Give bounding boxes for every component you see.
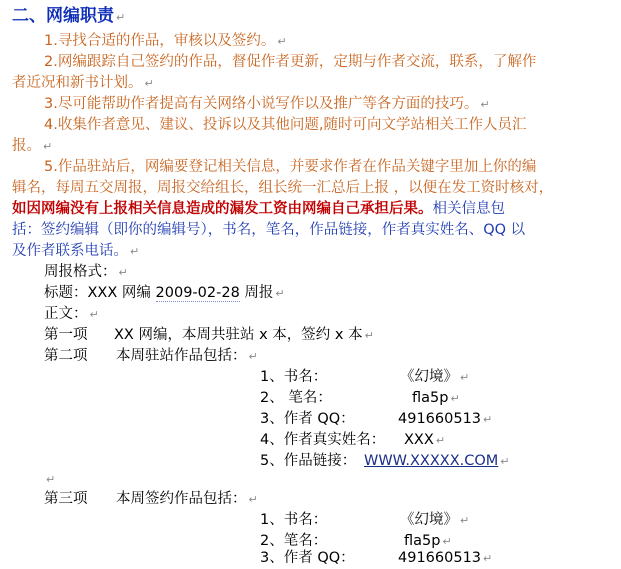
list-item-value (364, 451, 510, 472)
list-item-value (398, 548, 492, 569)
list-item-label: 1、书名： (260, 512, 328, 528)
duty-5-warning: 如因网编没有上报相关信息造成的漏发工资由网编自己承担后果。 (12, 201, 433, 217)
list-item-label: 2、 笔名： (260, 390, 332, 406)
duty-5-text-e: 及作者联系电话。 (12, 243, 128, 259)
section-title (12, 6, 125, 28)
list-item-value (400, 367, 469, 388)
report-item-2-text: 本周驻站作品包括： (116, 348, 247, 364)
report-title-suffix: 周报 (239, 285, 274, 301)
list-item (260, 409, 355, 430)
report-item-2 (44, 346, 88, 367)
paragraph-mark: ↵ (442, 535, 452, 548)
duty-5-line-2 (12, 178, 553, 199)
list-item-label: 1、书名： (260, 369, 328, 385)
duty-2-text-a: 2.网编跟踪自己签约的作品，督促作者更新，定期与作者交流，联系，了解作 (44, 54, 537, 70)
paragraph-mark: ↵ (460, 371, 470, 384)
duty-4-text-b: 报。 (12, 138, 41, 154)
report-item-2-label: 第二项 (44, 348, 88, 364)
paragraph-mark: ↵ (89, 308, 99, 321)
duty-4-line-1 (44, 115, 526, 136)
paragraph-mark: ↵ (275, 287, 285, 300)
paragraph-mark: ↵ (46, 473, 56, 486)
list-item (260, 548, 355, 569)
paragraph-mark: ↵ (450, 392, 460, 405)
list-item-label: 4、作者真实姓名： (260, 432, 386, 448)
list-item-value-text: fla5p (404, 533, 441, 549)
paragraph-mark: ↵ (248, 493, 258, 506)
report-title-line (44, 283, 285, 304)
duty-5-line-1 (44, 157, 536, 178)
list-item-value-text: fla5p (412, 390, 449, 406)
paragraph-mark: ↵ (500, 455, 510, 468)
duty-1 (44, 31, 287, 52)
duty-3-text: 3.尽可能帮助作者提高有关网络小说写作以及推广等各方面的技巧。 (44, 96, 479, 112)
paragraph-mark: ↵ (435, 434, 446, 447)
report-item-3-content (116, 489, 258, 510)
paragraph-mark: ↵ (277, 35, 287, 48)
list-item-value (412, 388, 460, 409)
duty-2-text-b: 者近况和新书计划。 (12, 75, 143, 91)
duty-4-line-2 (12, 136, 52, 157)
duty-4-text-a: 4.收集作者意见、建议、投诉以及其他问题,随时可向文学站相关工作人员汇 (44, 117, 527, 133)
list-item-value (404, 430, 445, 451)
duty-5-line-5 (12, 241, 139, 262)
report-item-1-label: 第一项 (44, 327, 88, 343)
duty-3 (44, 94, 490, 115)
report-title-date: 2009-02-28 (155, 285, 240, 301)
report-item-1-content (114, 325, 374, 346)
paragraph-mark: ↵ (480, 98, 490, 111)
paragraph-mark: ↵ (460, 514, 470, 527)
work-link[interactable]: WWW.XXXXX.COM (364, 453, 499, 469)
list-item-value-text: 《幻境》 (400, 512, 458, 528)
paragraph-mark: ↵ (483, 413, 493, 426)
report-body-label (44, 304, 99, 325)
report-item-1 (44, 325, 88, 346)
list-item-value-text: 491660513 (398, 550, 482, 566)
paragraph-mark: ↵ (116, 11, 126, 24)
paragraph-mark: ↵ (364, 329, 374, 342)
list-item-label: 3、作者 QQ： (260, 411, 355, 427)
list-item-value-text: XXX (404, 432, 434, 448)
duty-5-line-3 (12, 199, 505, 220)
report-item-3-text: 本周签约作品包括： (116, 491, 247, 507)
report-format-text: 周报格式： (44, 264, 117, 280)
duty-5-text-d: 括：签约编辑（即你的编辑号），书名，笔名，作品链接，作者真实姓名、QQ 以 (12, 222, 526, 238)
duty-2-line-2 (12, 73, 154, 94)
duty-1-text: 1.寻找合适的作品，审核以及签约。 (44, 33, 276, 49)
list-item-value (400, 510, 469, 531)
empty-paragraph (44, 469, 55, 490)
list-item-label: 2、笔名： (260, 533, 328, 549)
paragraph-mark: ↵ (483, 552, 493, 565)
duty-5-text-b: 辑名，每周五交周报，周报交给组长，组长统一汇总后上报 ，以便在发工资时核对， (12, 180, 554, 196)
paragraph-mark: ↵ (144, 77, 154, 90)
report-item-2-content (116, 346, 258, 367)
list-item (260, 510, 327, 531)
duty-5-text-a: 5.作品驻站后，网编要登记相关信息，并要求作者在作品关键字里加上你的编 (44, 159, 537, 175)
list-item-label: 3、作者 QQ： (260, 550, 355, 566)
section-title-text: 二、网编职责 (12, 6, 114, 26)
duty-5-line-4 (12, 220, 525, 241)
report-item-3 (44, 489, 88, 510)
report-format-label (44, 262, 128, 283)
paragraph-mark: ↵ (43, 140, 53, 153)
list-item-value (398, 409, 492, 430)
list-item (260, 388, 332, 409)
duty-2-line-1 (44, 52, 536, 73)
paragraph-mark: ↵ (118, 266, 128, 279)
paragraph-mark: ↵ (248, 350, 258, 363)
report-item-3-label: 第三项 (44, 491, 88, 507)
list-item (260, 430, 385, 451)
paragraph-mark: ↵ (130, 245, 140, 258)
report-title-prefix: 标题：XXX 网编 (44, 285, 156, 301)
list-item (260, 367, 327, 388)
report-item-1-text: XX 网编，本周共驻站 x 本，签约 x 本 (114, 327, 363, 343)
list-item-label: 5、作品链接： (260, 453, 357, 469)
list-item-value-text: 《幻境》 (400, 369, 458, 385)
list-item (260, 451, 356, 472)
report-body-text: 正文： (44, 306, 88, 322)
list-item-value-text: 491660513 (398, 411, 482, 427)
duty-5-text-c: 相关信息包 (432, 201, 505, 217)
